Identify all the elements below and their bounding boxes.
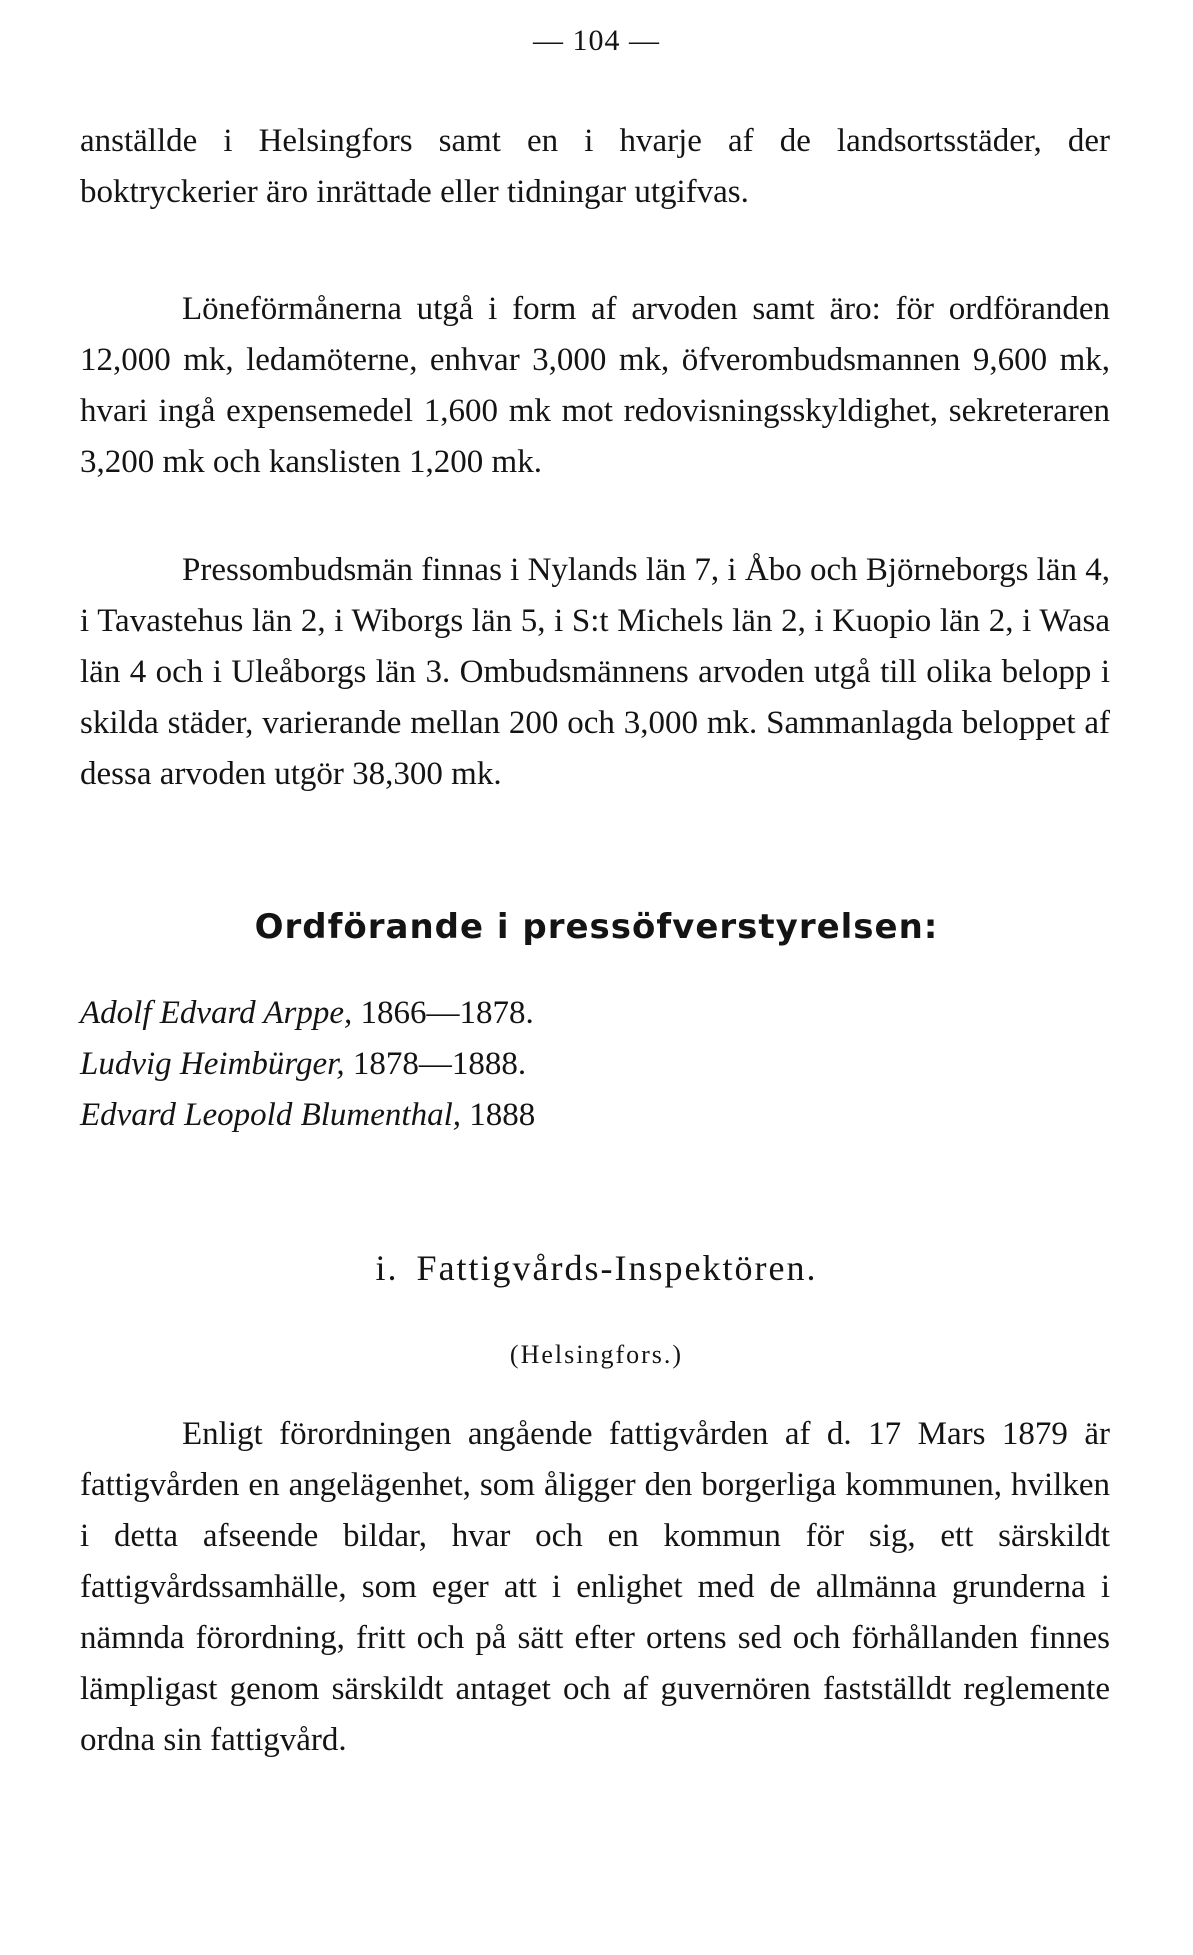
- chairman-entry: [80, 1090, 1110, 1141]
- chairman-entry: [80, 1039, 1110, 1090]
- chairmen-section-heading: Ordförande i pressöfverstyrelsen:: [254, 907, 939, 947]
- salary-paragraph-block: [80, 284, 1110, 488]
- page-number: — 104 —: [533, 24, 660, 57]
- section-marker: i.: [375, 1248, 399, 1288]
- chairman-name: Adolf Edvard Arppe,: [80, 995, 353, 1031]
- press-agents-paragraph-block: [80, 545, 1110, 800]
- chairmen-list: [80, 988, 1110, 1141]
- chairman-name: Ludvig Heimbürger,: [80, 1046, 345, 1082]
- poor-relief-heading: [0, 1247, 1193, 1289]
- chairman-years: 1866—1878.: [360, 995, 534, 1031]
- press-agents-paragraph: Pressombudsmän finnas i Nylands län 7, i Åbo och Björneborgs län 4, i Tavastehus län 2, i Wiborgs län 5, i S:t Michels län 2, i Kuopio län 2, i Wasa län 4 och i Uleåborgs län 3. Ombudsmännens arvoden utgå till olika belopp i skilda städer, varierande mellan 200 och 3,000 mk. Sammanlagda beloppet af dessa arvoden utgör 38,300 mk.: [80, 552, 1110, 792]
- section-title: Fattigvårds-Inspektören.: [416, 1248, 818, 1288]
- poor-relief-paragraph-block: [80, 1409, 1110, 1766]
- continuation-paragraph-block: [80, 116, 1110, 218]
- poor-relief-paragraph: Enligt förordningen angående fattigvården af d. 17 Mars 1879 är fattigvården en angelägenhet, som åligger den borgerliga kommunen, hvilken i detta afseende bildar, hvar och en kommun för sig, ett särskildt fattigvårdssamhälle, som eger att i enlighet med de allmänna grunderna i nämnda förordning, fritt och på sätt efter ortens sed och förhållanden finnes lämpligast genom särskildt antaget och af guvernören fastställdt reglemente ordna sin fattigvård.: [80, 1416, 1110, 1758]
- place-line: (Helsingfors.): [509, 1340, 684, 1369]
- chairman-name: Edvard Leopold Blumenthal,: [80, 1097, 461, 1133]
- chairman-years: 1878—1888.: [352, 1046, 527, 1082]
- chairman-entry: [80, 988, 1110, 1039]
- salary-paragraph: Löneförmånerna utgå i form af arvoden samt äro: för ordföranden 12,000 mk, ledamöterne, enhvar 3,000 mk, öfverombudsmannen 9,600 mk, hvari ingå expensemedel 1,600 mk mot redovisningsskyldighet, sekreteraren 3,200 mk och kanslisten 1,200 mk.: [80, 291, 1110, 480]
- continuation-paragraph: anställde i Helsingfors samt en i hvarje af de landsortsstäder, der boktryckerier äro inrättade eller tidningar utgifvas.: [80, 123, 1110, 210]
- chairman-years: 1888: [469, 1097, 536, 1133]
